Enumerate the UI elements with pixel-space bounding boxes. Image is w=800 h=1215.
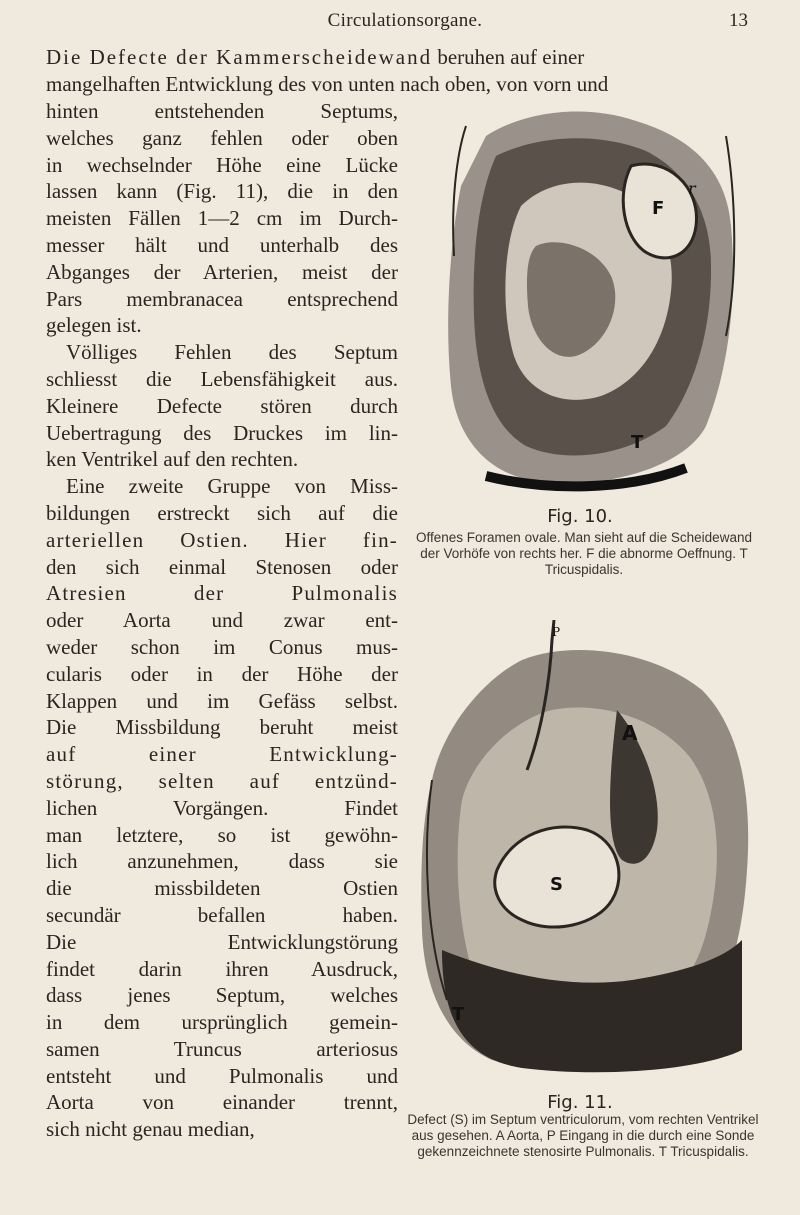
figure-10-label: Fig. 10. (547, 506, 613, 527)
body-line: lichen Vorgängen. Findet (46, 795, 398, 820)
body-line: messer hält und unterhalb des (46, 232, 398, 257)
fig11-mark-T: T (452, 1004, 465, 1025)
body-line: secundär befallen haben. (46, 902, 398, 927)
body-text-column (46, 98, 398, 1143)
intro-line-1 (46, 44, 750, 71)
figure-11-caption: Defect (S) im Septum ventriculorum, vom rechten Ventrikel aus gesehen. A Aorta, P Eingang in die durch eine Sonde gekennzeichnete stenosirte Pulmonalis. T Tricuspidalis. (407, 1112, 759, 1159)
body-line: Völliges Fehlen des Septum (66, 340, 398, 365)
page-header (0, 8, 800, 42)
figure-11-label: Fig. 11. (547, 1092, 613, 1113)
body-line: in wechselnder Höhe eine Lücke (46, 152, 398, 177)
paragraph-intro (46, 44, 750, 98)
body-line: bildungen erstreckt sich auf die (46, 500, 398, 525)
body-line: Eine zweite Gruppe von Miss- (66, 474, 398, 499)
body-line: die missbildeten Ostien (46, 876, 398, 901)
body-line: Abganges der Arterien, meist der (46, 259, 398, 284)
fig10-mark-r: r (688, 179, 696, 198)
body-line: oder Aorta und zwar ent- (46, 608, 398, 633)
body-line: sich nicht genau median, (46, 1117, 255, 1142)
body-line: meisten Fällen 1—2 cm im Durch- (46, 206, 398, 231)
body-line: findet darin ihren Ausdruck, (46, 956, 398, 981)
body-line: Klappen und im Gefäss selbst. (46, 688, 398, 713)
body-line: hinten entstehenden Septums, (46, 99, 398, 123)
body-line: weder schon im Conus mus- (46, 634, 398, 659)
body-line: cularis oder in der Höhe der (46, 661, 398, 686)
body-line: Die Missbildung beruht meist (46, 715, 398, 740)
body-line: dass jenes Septum, welches (46, 983, 398, 1008)
body-line: auf einer Entwicklung- (46, 742, 398, 767)
fig11-mark-P: P (552, 625, 561, 639)
body-line: Die Entwicklungstörung (46, 929, 398, 954)
figure-10-caption: Offenes Foramen ovale. Man sieht auf die Scheidewand der Vorhöfe von rechts her. F die abnorme Oeffnung. T Tricuspidalis. (416, 530, 752, 577)
intro-line-1-rest: beruhen auf einer (432, 45, 585, 69)
intro-line-2: mangelhaften Entwicklung des von unten nach oben, von vorn und (46, 72, 609, 96)
fig10-mark-F: F (652, 198, 665, 219)
body-line: Aorta von einander trennt, (46, 1090, 398, 1115)
body-line: ken Ventrikel auf den rechten. (46, 447, 299, 472)
body-line: störung, selten auf entzünd- (46, 768, 398, 793)
body-line: Uebertragung des Druckes im lin- (46, 420, 398, 445)
fig11-mark-S: S (550, 874, 563, 895)
intro-spaced-term: Die Defecte der Kammerscheidewand (46, 45, 433, 69)
body-line: gelegen ist. (46, 313, 142, 338)
body-line: lassen kann (Fig. 11), die in den (46, 179, 398, 204)
body-line: welches ganz fehlen oder oben (46, 125, 398, 150)
figure-11-illustration (402, 620, 758, 1082)
body-line: man letztere, so ist gewöhn- (46, 822, 398, 847)
figure-10-illustration (426, 96, 744, 500)
running-title: Circulationsorgane. (327, 10, 483, 31)
body-line: Kleinere Defecte stören durch (46, 393, 398, 418)
body-line: arteriellen Ostien. Hier fin- (46, 527, 398, 552)
fig10-mark-T: T (631, 432, 644, 453)
body-line: Atresien der Pulmonalis (46, 581, 398, 606)
body-line: lich anzunehmen, dass sie (46, 849, 398, 874)
body-line: samen Truncus arteriosus (46, 1036, 398, 1061)
body-line: schliesst die Lebensfähigkeit aus. (46, 366, 398, 391)
body-line: den sich einmal Stenosen oder (46, 554, 398, 579)
body-line: entsteht und Pulmonalis und (46, 1063, 398, 1088)
body-line: in dem ursprünglich gemein- (46, 1010, 398, 1035)
body-line: Pars membranacea entsprechend (46, 286, 398, 311)
fig11-mark-A: A (622, 721, 638, 745)
page-number: 13 (729, 10, 748, 31)
